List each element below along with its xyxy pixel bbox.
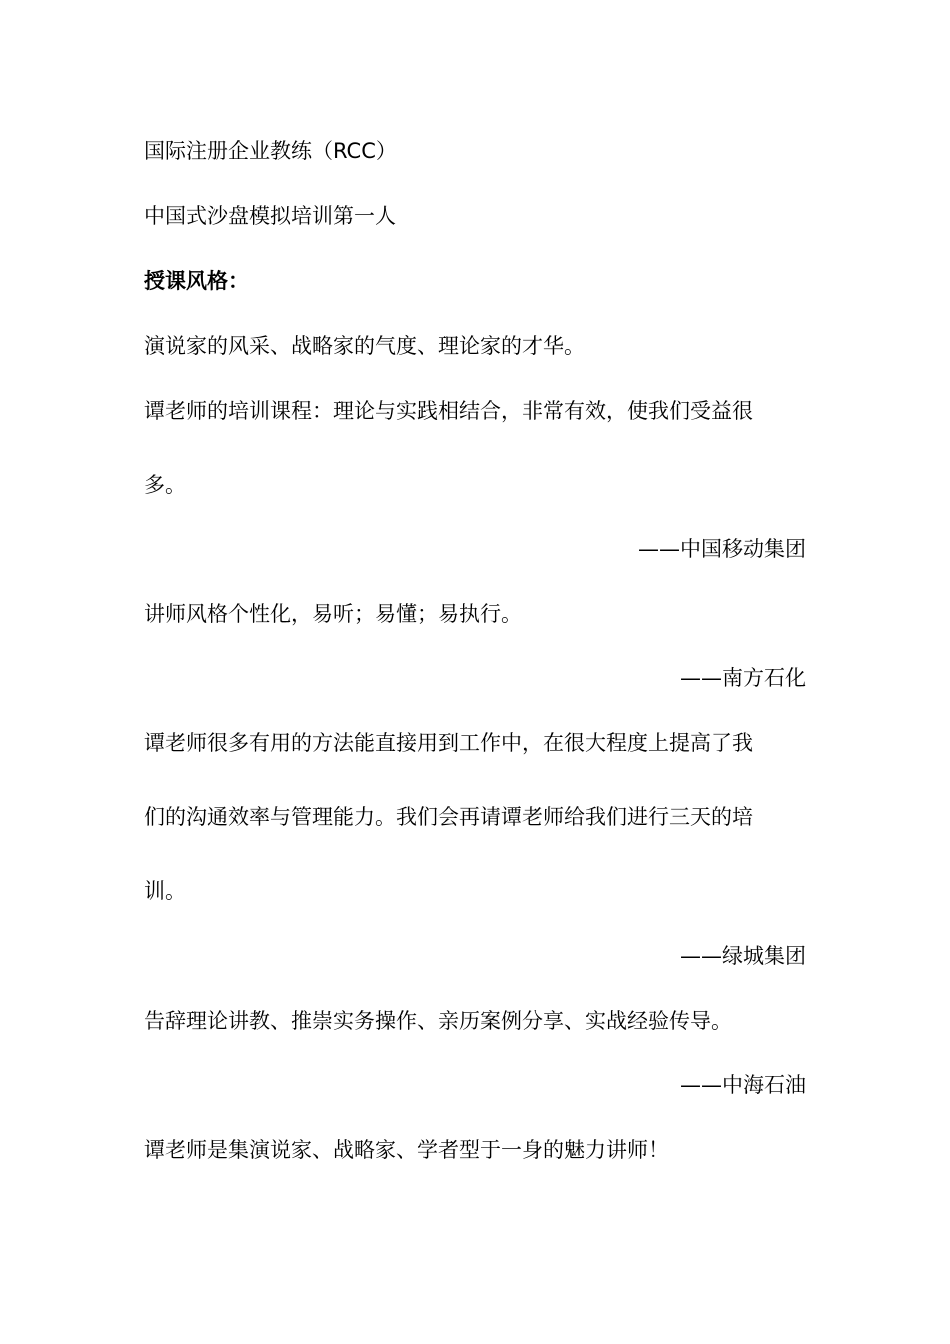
testimonial-source: ——绿城集团 — [680, 944, 806, 968]
style-summary: 演说家的风采、战略家的气度、理论家的才华。 — [144, 334, 585, 358]
title-sandbox: 中国式沙盘模拟培训第一人 — [144, 204, 396, 228]
testimonial-text: 们的沟通效率与管理能力。我们会再请谭老师给我们进行三天的培 — [144, 805, 753, 829]
testimonial-source: ——南方石化 — [680, 666, 806, 690]
closing-statement: 谭老师是集演说家、战略家、学者型于一身的魅力讲师！ — [144, 1138, 669, 1162]
testimonial-text: 谭老师的培训课程：理论与实践相结合，非常有效，使我们受益很 — [144, 399, 753, 423]
testimonial-text: 训。 — [144, 879, 186, 903]
testimonial-text: 讲师风格个性化，易听；易懂；易执行。 — [144, 602, 522, 626]
testimonial-text: 多。 — [144, 473, 186, 497]
style-heading: 授课风格： — [144, 269, 249, 293]
testimonial-text: 告辞理论讲教、推崇实务操作、亲历案例分享、实战经验传导。 — [144, 1009, 732, 1033]
testimonial-source: ——中国移动集团 — [638, 537, 806, 561]
testimonial-source: ——中海石油 — [680, 1073, 806, 1097]
title-rcc: 国际注册企业教练（RCC） — [144, 139, 397, 163]
testimonial-text: 谭老师很多有用的方法能直接用到工作中，在很大程度上提高了我 — [144, 731, 753, 755]
